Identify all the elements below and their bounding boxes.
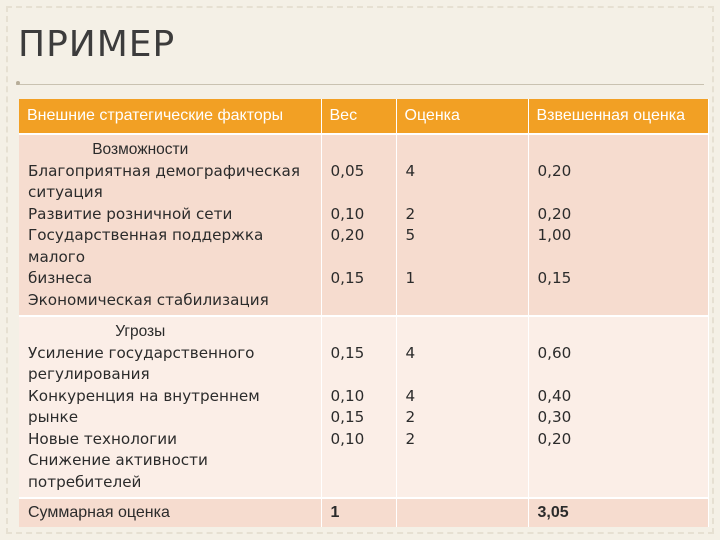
opportunity-factor: бизнеса xyxy=(28,269,93,287)
header-score: Оценка xyxy=(396,99,528,134)
opportunities-scores-cell xyxy=(396,134,528,316)
opportunity-weighted: 1,00 xyxy=(537,226,572,244)
opportunities-row xyxy=(19,134,708,316)
opportunity-weight: 0,15 xyxy=(330,269,365,287)
opportunity-factor: Благоприятная демографическая xyxy=(28,161,300,180)
threat-score: 2 xyxy=(405,408,416,426)
header-weight: Вес xyxy=(321,99,396,134)
threat-factor: регулирования xyxy=(28,365,150,383)
total-weighted: 3,05 xyxy=(528,498,708,527)
opportunity-factor: Государственная поддержка малого xyxy=(28,226,264,266)
threats-weighted-cell xyxy=(528,316,708,498)
threats-scores-cell xyxy=(396,316,528,498)
threat-weight: 0,10 xyxy=(330,386,365,405)
opportunity-weight: 0,05 xyxy=(330,161,365,180)
threat-weight: 0,15 xyxy=(330,408,365,426)
opportunities-heading: Возможности xyxy=(92,141,189,158)
threat-weight: 0,15 xyxy=(330,343,365,362)
threat-weighted: 0,30 xyxy=(537,408,572,426)
threat-score: 4 xyxy=(405,386,416,405)
table-header-row xyxy=(19,99,708,134)
threat-score: 2 xyxy=(405,429,416,448)
threats-factors-cell xyxy=(19,316,321,498)
opportunity-weight: 0,10 xyxy=(330,204,365,223)
opportunities-weighted-cell xyxy=(528,134,708,316)
opportunity-score: 5 xyxy=(405,226,416,244)
header-factors: Внешние стратегические факторы xyxy=(19,99,321,134)
opportunity-weighted: 0,20 xyxy=(537,161,572,180)
opportunities-weights-cell xyxy=(321,134,396,316)
threat-weighted: 0,60 xyxy=(537,343,572,362)
opportunity-score: 4 xyxy=(405,161,416,180)
threat-weighted: 0,40 xyxy=(537,386,572,405)
header-weighted-score: Взвешенная оценка xyxy=(528,99,708,134)
total-row xyxy=(19,498,708,527)
threat-factor: Конкуренция на внутреннем рынке xyxy=(28,386,260,426)
opportunity-weighted: 0,20 xyxy=(537,204,572,223)
opportunity-weight: 0,20 xyxy=(330,226,365,244)
title-divider-dot xyxy=(16,81,20,85)
threat-weighted: 0,20 xyxy=(537,429,572,448)
opportunity-factor: ситуация xyxy=(28,183,103,201)
total-weight: 1 xyxy=(321,498,396,527)
threats-heading: Угрозы xyxy=(115,323,166,340)
opportunity-weighted: 0,15 xyxy=(537,269,572,287)
threat-weight: 0,10 xyxy=(330,429,365,448)
title-divider xyxy=(16,84,704,85)
opportunity-factor: Развитие розничной сети xyxy=(28,204,233,223)
total-label: Суммарная оценка xyxy=(19,498,321,527)
opportunity-score: 2 xyxy=(405,204,416,223)
threat-factor: Усиление государственного xyxy=(28,343,255,362)
threat-factor: Снижение активности потребителей xyxy=(28,451,208,491)
opportunity-score: 1 xyxy=(405,269,416,287)
threat-factor: Новые технологии xyxy=(28,429,177,448)
opportunities-factors-cell xyxy=(19,134,321,316)
opportunity-factor: Экономическая стабилизация xyxy=(28,290,269,309)
factors-table xyxy=(19,99,709,527)
total-score xyxy=(396,498,528,527)
slide-title: ПРИМЕР xyxy=(18,24,176,65)
threats-row xyxy=(19,316,708,498)
threat-score: 4 xyxy=(405,343,416,362)
threats-weights-cell xyxy=(321,316,396,498)
